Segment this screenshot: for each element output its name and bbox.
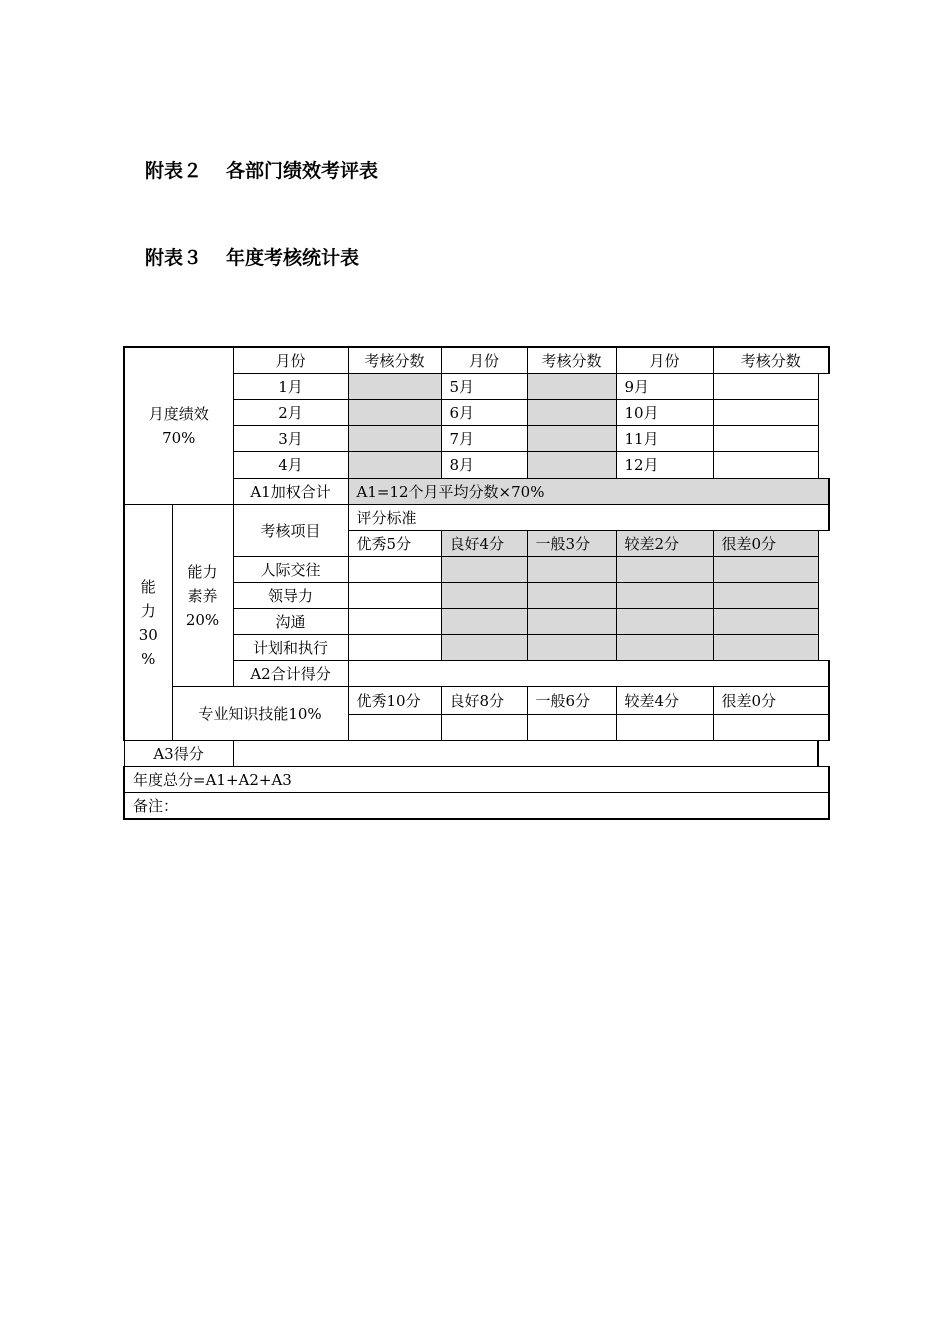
remarks[interactable]: 备注： [124, 793, 829, 820]
score-cell[interactable] [527, 609, 616, 635]
month-cell: 7月 [441, 426, 527, 452]
ability-quality-label: 能力 素养 20% [172, 505, 233, 687]
score-cell[interactable] [616, 609, 713, 635]
appendix2-title: 各部门绩效考评表 [226, 160, 379, 182]
blank-cell [818, 557, 829, 583]
blank-cell [818, 426, 829, 452]
grade-average-3: 一般3分 [527, 531, 616, 557]
score-header: 考核分数 [527, 347, 616, 374]
score-cell[interactable] [348, 452, 441, 479]
grade-poor-2: 较差2分 [616, 531, 713, 557]
month-cell: 10月 [616, 400, 713, 426]
score-cell[interactable] [441, 715, 527, 741]
grade-very-poor-0: 很差0分 [713, 687, 829, 715]
score-cell[interactable] [527, 374, 616, 400]
score-cell[interactable] [616, 557, 713, 583]
item-communication: 沟通 [233, 609, 348, 635]
score-cell[interactable] [441, 583, 527, 609]
score-cell[interactable] [527, 583, 616, 609]
score-cell[interactable] [616, 583, 713, 609]
month-cell: 4月 [233, 452, 348, 479]
grade-good-4: 良好4分 [441, 531, 527, 557]
blank-cell [818, 583, 829, 609]
score-cell[interactable] [527, 452, 616, 479]
score-cell[interactable] [527, 426, 616, 452]
ability-30-label: 能 力 30 % [124, 505, 172, 741]
month-cell: 5月 [441, 374, 527, 400]
score-cell[interactable] [348, 374, 441, 400]
appendix3-title: 年度考核统计表 [226, 247, 360, 269]
month-cell: 6月 [441, 400, 527, 426]
score-cell[interactable] [348, 426, 441, 452]
blank-cell [818, 400, 829, 426]
score-cell[interactable] [713, 426, 818, 452]
score-cell[interactable] [441, 609, 527, 635]
score-cell[interactable] [441, 557, 527, 583]
grade-good-8: 良好8分 [441, 687, 527, 715]
blank-cell [818, 609, 829, 635]
score-cell[interactable] [713, 583, 818, 609]
month-header: 月份 [233, 347, 348, 374]
a2-total-label: A2合计得分 [233, 661, 348, 687]
score-cell[interactable] [348, 609, 441, 635]
score-cell[interactable] [616, 635, 713, 661]
grade-average-6: 一般6分 [527, 687, 616, 715]
blank-cell [818, 374, 829, 400]
month-header: 月份 [616, 347, 713, 374]
item-planning-execution: 计划和执行 [233, 635, 348, 661]
a3-score-label: A3得分 [124, 741, 233, 767]
score-cell[interactable] [527, 715, 616, 741]
scoring-standard-header: 评分标准 [348, 505, 829, 531]
appendix3-heading [145, 246, 359, 270]
grade-excellent-5: 优秀5分 [348, 531, 441, 557]
month-cell: 11月 [616, 426, 713, 452]
professional-skill-label: 专业知识技能10% [172, 687, 348, 741]
blank-cell [818, 635, 829, 661]
monthly-performance-label: 月度绩效 70% [124, 347, 233, 505]
score-cell[interactable] [348, 635, 441, 661]
score-cell[interactable] [713, 374, 818, 400]
grade-very-poor-0: 很差0分 [713, 531, 818, 557]
score-cell[interactable] [348, 583, 441, 609]
a2-total-value[interactable] [348, 661, 829, 687]
appendix2-number: 附表２ [145, 160, 203, 182]
score-cell[interactable] [713, 452, 818, 479]
score-cell[interactable] [713, 609, 818, 635]
blank-cell [818, 531, 829, 557]
a1-formula: A1=12个月平均分数×70% [348, 479, 829, 505]
score-cell[interactable] [348, 400, 441, 426]
grade-excellent-10: 优秀10分 [348, 687, 441, 715]
a3-score-value[interactable] [233, 741, 818, 767]
month-header: 月份 [441, 347, 527, 374]
month-cell: 8月 [441, 452, 527, 479]
item-leadership: 领导力 [233, 583, 348, 609]
score-cell[interactable] [713, 557, 818, 583]
a1-weighted-total-label: A1加权合计 [233, 479, 348, 505]
grade-poor-4: 较差4分 [616, 687, 713, 715]
month-cell: 1月 [233, 374, 348, 400]
score-cell[interactable] [441, 635, 527, 661]
appendix3-number: 附表３ [145, 247, 203, 269]
annual-total-formula: 年度总分=A1+A2+A3 [124, 767, 829, 793]
month-cell: 3月 [233, 426, 348, 452]
month-cell: 12月 [616, 452, 713, 479]
blank-cell [818, 452, 829, 479]
score-cell[interactable] [527, 400, 616, 426]
assessment-item-header: 考核项目 [233, 505, 348, 557]
month-cell: 2月 [233, 400, 348, 426]
score-cell[interactable] [348, 557, 441, 583]
score-cell[interactable] [527, 557, 616, 583]
score-cell[interactable] [527, 635, 616, 661]
annual-assessment-table [123, 346, 830, 820]
month-cell: 9月 [616, 374, 713, 400]
score-header: 考核分数 [713, 347, 829, 374]
score-cell[interactable] [713, 400, 818, 426]
appendix2-heading [145, 159, 378, 183]
score-header: 考核分数 [348, 347, 441, 374]
score-cell[interactable] [616, 715, 713, 741]
score-cell[interactable] [348, 715, 441, 741]
score-cell[interactable] [713, 715, 829, 741]
item-interpersonal: 人际交往 [233, 557, 348, 583]
score-cell[interactable] [713, 635, 818, 661]
